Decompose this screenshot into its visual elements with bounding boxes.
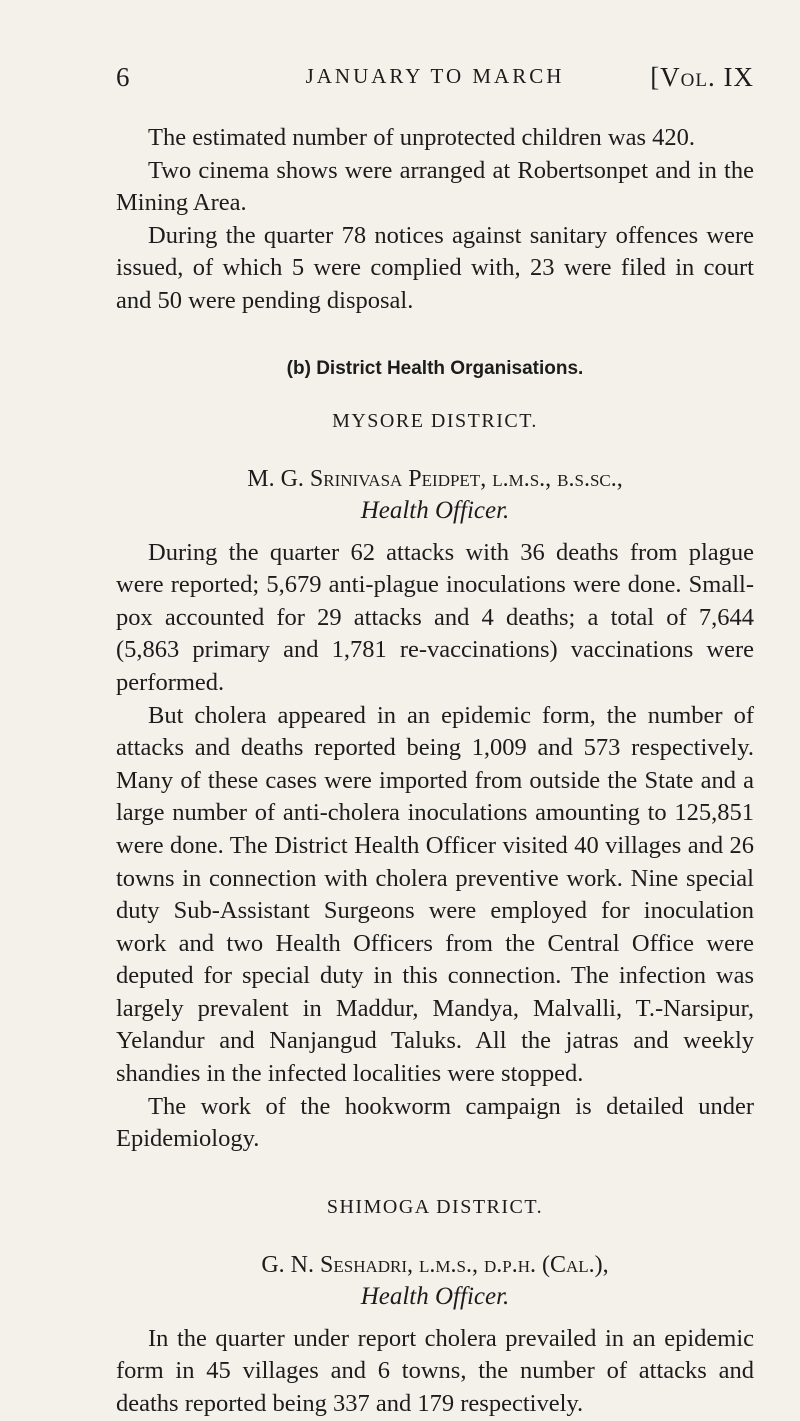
paragraph: In the quarter under report cholera prevailed in an epidemic form in 45 villages and 6 towns, the number of attacks and deaths reported being 337 and 179 respectively. — [116, 1324, 754, 1418]
volume-label: [Vol. IX — [650, 62, 754, 92]
section-heading: (b) District Health Organisations. — [286, 357, 584, 379]
officer-title-shimoga: Health Officer. — [360, 1282, 510, 1310]
page-number: 6 — [116, 62, 131, 92]
paragraph: But cholera appeared in an epidemic form, the number of attacks and deaths reported being 1,009 and 573 respectively. Many of these cases were imported from outside the State and a large number of anti-cholera inoculations amounting to 125,851 were done. The District Health Officer visited 40 villages and 26 towns in connection with cholera preventive work. Nine special duty Sub-Assistant Surgeons were employed for inoculation work and two Health Officers from the Central Office were deputed for special duty in this connection. The infection was largely prevalent in Maddur, Mandya, Malvalli, T.-Narsipur, Yelandur and Nanjangud Taluks. All the jatras and weekly shandies in the infected localities were stopped. — [116, 701, 754, 1088]
officer-name-shimoga: G. N. Seshadri, l.m.s., d.p.h. (Cal.), — [261, 1251, 609, 1278]
paragraph: Two cinema shows were arranged at Robertsonpet and in the Mining Area. — [116, 156, 754, 217]
running-title: JANUARY TO MARCH — [305, 64, 565, 88]
officer-title-mysore: Health Officer. — [360, 496, 510, 524]
paragraph: During the quarter 62 attacks with 36 deaths from plague were reported; 5,679 anti-plague inoculations were done. Small-pox accounted for 29 attacks and 4 deaths; a total of 7,644 (5,863 primary and 1,781 re-vaccinations) vaccinations were performed. — [116, 538, 754, 696]
district-heading-mysore: MYSORE DISTRICT. — [332, 409, 538, 432]
officer-name-mysore: M. G. Srinivasa Peidpet, l.m.s., b.s.sc., — [247, 465, 623, 492]
district-heading-shimoga: SHIMOGA DISTRICT. — [326, 1195, 544, 1218]
paragraph: The estimated number of unprotected children was 420. — [148, 124, 695, 151]
paragraph: During the quarter 78 notices against sanitary offences were issued, of which 5 were complied with, 23 were filed in court and 50 were pending disposal. — [116, 221, 754, 314]
paragraph: The work of the hookworm campaign is detailed under Epidemiology. — [116, 1092, 754, 1153]
running-header — [116, 62, 754, 96]
page-body — [116, 122, 754, 1421]
